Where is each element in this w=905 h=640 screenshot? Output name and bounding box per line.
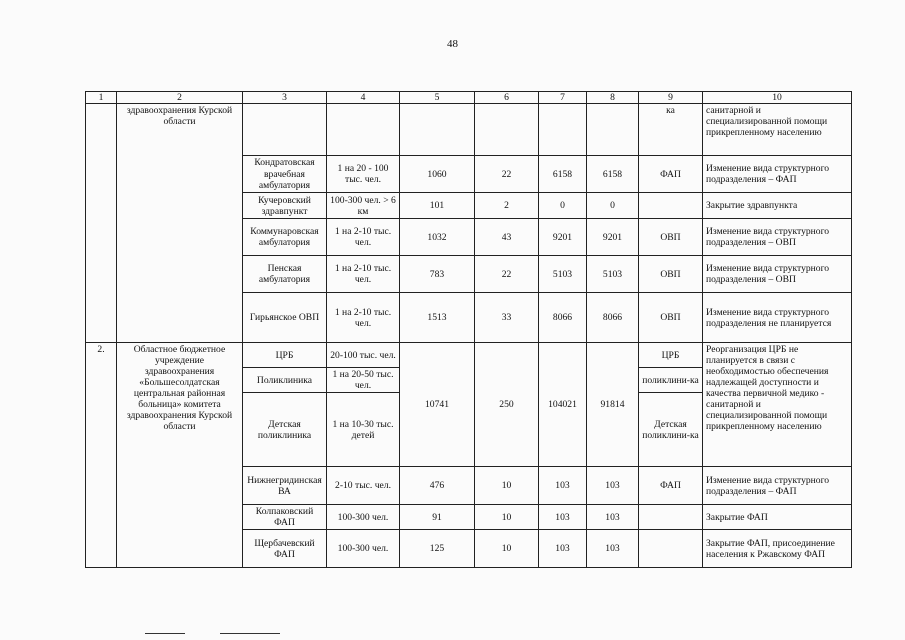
institution-cell: Областное бюджетное учреждение здравоохранения «Большесолдатская центральная районная больница» комитета здравоохранения Курской области: [117, 343, 243, 568]
value-cell: [475, 104, 539, 156]
unit-cell: [243, 104, 327, 156]
value-cell: 5103: [587, 256, 639, 293]
institution-cell: здравоохранения Курской области: [117, 104, 243, 343]
header-cell: 3: [243, 92, 327, 104]
new-type-cell: [639, 505, 703, 530]
scan-artifact-line: [145, 633, 185, 634]
value-cell: 6158: [539, 156, 587, 193]
value-cell: 1060: [400, 156, 475, 193]
value-cell: 103: [587, 530, 639, 568]
new-type-cell: ОВП: [639, 256, 703, 293]
page-number: 48: [447, 38, 458, 50]
new-type-cell: ОВП: [639, 219, 703, 256]
value-cell: 0: [587, 193, 639, 219]
new-type-cell: Детская поликлини-ка: [639, 393, 703, 467]
note-cell: Закрытие ФАП: [703, 505, 852, 530]
value-cell: 9201: [539, 219, 587, 256]
value-cell: 1032: [400, 219, 475, 256]
new-type-cell: [639, 193, 703, 219]
norm-cell: 2-10 тыс. чел.: [327, 467, 400, 505]
norm-cell: 1 на 2-10 тыс. чел.: [327, 256, 400, 293]
header-row: [86, 92, 852, 104]
unit-cell: Щербачевский ФАП: [243, 530, 327, 568]
note-cell: санитарной и специализированной помощи прикрепленному населению: [703, 104, 852, 156]
row-number-cell: [86, 104, 117, 343]
value-cell: 91814: [587, 343, 639, 467]
new-type-cell: [639, 530, 703, 568]
norm-cell: 100-300 чел.: [327, 505, 400, 530]
value-cell: 125: [400, 530, 475, 568]
unit-cell: Пенская амбулатория: [243, 256, 327, 293]
norm-cell: 1 на 10-30 тыс. детей: [327, 393, 400, 467]
norm-cell: 1 на 2-10 тыс. чел.: [327, 219, 400, 256]
value-cell: 8066: [539, 293, 587, 343]
unit-cell: Кучеровский здравпункт: [243, 193, 327, 219]
note-cell: Изменение вида структурного подразделения – ОВП: [703, 219, 852, 256]
new-type-cell: ФАП: [639, 156, 703, 193]
value-cell: 22: [475, 256, 539, 293]
header-cell: 1: [86, 92, 117, 104]
header-cell: 2: [117, 92, 243, 104]
norm-cell: 1 на 20 - 100 тыс. чел.: [327, 156, 400, 193]
value-cell: [400, 104, 475, 156]
note-cell: Реорганизация ЦРБ не планируется в связи с необходимостью обеспечения надлежащей доступности и качества первичной медико - санитарной и специализированной помощи прикрепленному населению: [703, 343, 852, 467]
value-cell: 43: [475, 219, 539, 256]
norm-cell: 100-300 чел. > 6 км: [327, 193, 400, 219]
norm-cell: 1 на 2-10 тыс. чел.: [327, 293, 400, 343]
norm-cell: 20-100 тыс. чел.: [327, 343, 400, 368]
value-cell: 91: [400, 505, 475, 530]
value-cell: 104021: [539, 343, 587, 467]
note-cell: Изменение вида структурного подразделения – ОВП: [703, 256, 852, 293]
value-cell: 250: [475, 343, 539, 467]
note-cell: Закрытие здравпункта: [703, 193, 852, 219]
value-cell: 783: [400, 256, 475, 293]
header-cell: 6: [475, 92, 539, 104]
new-type-cell: ка: [639, 104, 703, 156]
note-cell: Закрытие ФАП, присоединение населения к Ржавскому ФАП: [703, 530, 852, 568]
header-cell: 8: [587, 92, 639, 104]
norm-cell: [327, 104, 400, 156]
new-type-cell: ФАП: [639, 467, 703, 505]
value-cell: 103: [539, 530, 587, 568]
value-cell: 9201: [587, 219, 639, 256]
table-row: [86, 343, 852, 368]
unit-cell: Нижнегридинская ВА: [243, 467, 327, 505]
unit-cell: Коммунаровская амбулатория: [243, 219, 327, 256]
scan-artifact-line: [220, 633, 280, 634]
value-cell: 10: [475, 530, 539, 568]
row-number-cell: 2.: [86, 343, 117, 568]
unit-cell: ЦРБ: [243, 343, 327, 368]
unit-cell: Поликлиника: [243, 368, 327, 393]
facilities-table: [85, 91, 852, 568]
value-cell: 10741: [400, 343, 475, 467]
value-cell: 5103: [539, 256, 587, 293]
note-cell: Изменение вида структурного подразделения не планируется: [703, 293, 852, 343]
header-cell: 5: [400, 92, 475, 104]
norm-cell: 100-300 чел.: [327, 530, 400, 568]
value-cell: 103: [539, 505, 587, 530]
unit-cell: Кондратовская врачебная амбулатория: [243, 156, 327, 193]
header-cell: 4: [327, 92, 400, 104]
value-cell: [587, 104, 639, 156]
unit-cell: Колпаковский ФАП: [243, 505, 327, 530]
table-row: [86, 104, 852, 156]
header-cell: 10: [703, 92, 852, 104]
header-cell: 7: [539, 92, 587, 104]
new-type-cell: ЦРБ: [639, 343, 703, 368]
value-cell: 10: [475, 505, 539, 530]
value-cell: [539, 104, 587, 156]
value-cell: 2: [475, 193, 539, 219]
value-cell: 1513: [400, 293, 475, 343]
unit-cell: Детская поликлиника: [243, 393, 327, 467]
note-cell: Изменение вида структурного подразделения – ФАП: [703, 156, 852, 193]
note-cell: Изменение вида структурного подразделения – ФАП: [703, 467, 852, 505]
value-cell: 103: [587, 505, 639, 530]
value-cell: 0: [539, 193, 587, 219]
new-type-cell: ОВП: [639, 293, 703, 343]
header-cell: 9: [639, 92, 703, 104]
value-cell: 8066: [587, 293, 639, 343]
value-cell: 22: [475, 156, 539, 193]
value-cell: 476: [400, 467, 475, 505]
norm-cell: 1 на 20-50 тыс. чел.: [327, 368, 400, 393]
value-cell: 103: [539, 467, 587, 505]
value-cell: 101: [400, 193, 475, 219]
value-cell: 33: [475, 293, 539, 343]
value-cell: 6158: [587, 156, 639, 193]
value-cell: 103: [587, 467, 639, 505]
new-type-cell: поликлини-ка: [639, 368, 703, 393]
value-cell: 10: [475, 467, 539, 505]
unit-cell: Гирьянское ОВП: [243, 293, 327, 343]
